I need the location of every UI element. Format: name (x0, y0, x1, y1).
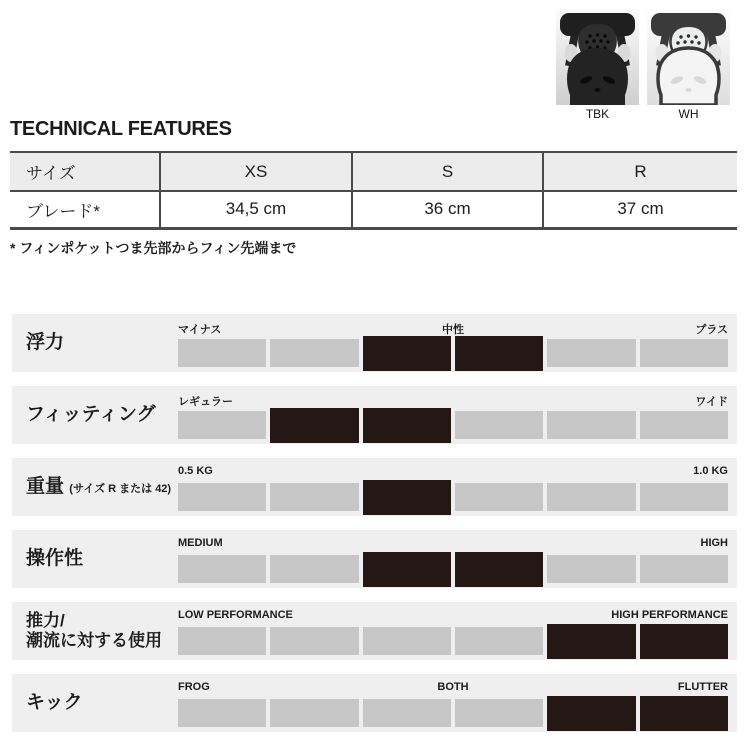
rating-segment-empty (455, 699, 543, 727)
rating-segment-empty (270, 483, 358, 511)
scale-label-left: 0.5 KG (178, 465, 213, 477)
rating-row-buoyancy (12, 314, 737, 372)
scale-label-right: HIGH (700, 537, 728, 549)
rating-label (12, 674, 178, 732)
fin-image-tbk (556, 8, 639, 105)
rating-segments (178, 551, 728, 587)
rating-label-text-line2: 潮流に対する使用 (26, 631, 162, 650)
rating-bar (178, 602, 737, 660)
rating-label (12, 530, 178, 588)
rating-segments (178, 407, 728, 443)
rating-segment-empty (640, 339, 728, 367)
scale-label-left: LOW PERFORMANCE (178, 609, 293, 621)
rating-segments (178, 623, 728, 659)
rating-label (12, 386, 178, 444)
rating-row-fitting (12, 386, 737, 444)
rating-bar (178, 674, 737, 732)
page-title: TECHNICAL FEATURES (10, 118, 232, 140)
blade-length-s: 36 cm (352, 191, 543, 228)
scale-label-right: 1.0 KG (693, 465, 728, 477)
rating-segment-empty (547, 411, 635, 439)
rating-segment-filled (363, 480, 451, 515)
blade-footnote: * フィンポケットつま先部からフィン先端まで (10, 240, 297, 256)
rating-segment-empty (178, 411, 266, 439)
color-code-wh: WH (678, 107, 699, 121)
scale-label-right: HIGH PERFORMANCE (611, 609, 728, 621)
rating-segment-filled (640, 696, 728, 731)
rating-label-text: フィッティング (26, 404, 156, 426)
size-table-header-s: S (352, 152, 543, 191)
rating-label-text: 推力/ (26, 611, 65, 631)
size-table-blade-row (10, 191, 737, 228)
rating-segment-empty (455, 627, 543, 655)
rating-segment-filled (363, 336, 451, 371)
rating-segments (178, 335, 728, 371)
rating-segment-empty (270, 555, 358, 583)
rating-segment-empty (178, 339, 266, 367)
rating-label (12, 602, 178, 660)
rating-label-suffix: (サイズ R または 42) (69, 483, 172, 496)
size-table-header-row (10, 152, 737, 191)
scale-label-left: MEDIUM (178, 537, 223, 549)
rating-segment-empty (640, 483, 728, 511)
rating-label (12, 458, 178, 516)
blade-length-r: 37 cm (543, 191, 737, 228)
rating-segment-empty (363, 699, 451, 727)
blade-row-label: ブレード* (10, 191, 160, 228)
fin-illustration-white (647, 8, 730, 105)
rating-segment-filled (455, 552, 543, 587)
size-table-header-r: R (543, 152, 737, 191)
rating-segment-empty (547, 555, 635, 583)
rating-segment-empty (640, 555, 728, 583)
rating-segment-empty (547, 483, 635, 511)
scale-label-center: BOTH (437, 681, 469, 693)
rating-segment-empty (547, 339, 635, 367)
rating-segment-empty (178, 483, 266, 511)
rating-label (12, 314, 178, 372)
scale-label-left: マイナス (178, 324, 222, 336)
fin-image-wh (647, 8, 730, 105)
product-swatches (556, 8, 730, 121)
rating-segment-empty (178, 627, 266, 655)
rating-label-text: 操作性 (26, 548, 84, 570)
ratings-section (12, 314, 737, 746)
rating-segment-filled (547, 696, 635, 731)
blade-length-xs: 34,5 cm (160, 191, 352, 228)
scale-label-left: FROG (178, 681, 210, 693)
scale-label-right: FLUTTER (677, 681, 728, 693)
rating-segments (178, 479, 728, 515)
rating-bar (178, 458, 737, 516)
rating-segment-empty (455, 483, 543, 511)
scale-label-center: 中性 (442, 324, 464, 336)
product-swatch-wh (647, 8, 730, 121)
product-swatch-tbk (556, 8, 639, 121)
rating-segments (178, 695, 728, 731)
rating-row-maneuverability (12, 530, 737, 588)
fin-illustration-black (556, 8, 639, 105)
rating-label-text: キック (26, 692, 83, 714)
scale-label-left: レギュラー (178, 396, 233, 408)
rating-segment-filled (363, 408, 451, 443)
rating-segment-empty (270, 627, 358, 655)
rating-segment-empty (178, 555, 266, 583)
rating-label-text: 重量 (26, 476, 65, 498)
scale-label-right: プラス (695, 324, 728, 336)
rating-label-text: 浮力 (26, 332, 65, 354)
rating-segment-empty (640, 411, 728, 439)
size-table-header-xs: XS (160, 152, 352, 191)
color-code-tbk: TBK (585, 107, 610, 121)
rating-segment-empty (363, 627, 451, 655)
rating-segment-empty (455, 411, 543, 439)
rating-row-weight (12, 458, 737, 516)
rating-segment-empty (270, 339, 358, 367)
rating-segment-empty (178, 699, 266, 727)
rating-segment-filled (270, 408, 358, 443)
scale-label-right: ワイド (695, 396, 728, 408)
rating-segment-filled (640, 624, 728, 659)
rating-row-kick (12, 674, 737, 732)
rating-row-thrust-current-use (12, 602, 737, 660)
rating-bar (178, 386, 737, 444)
rating-segment-filled (547, 624, 635, 659)
rating-segment-filled (455, 336, 543, 371)
rating-bar (178, 314, 737, 372)
rating-segment-empty (270, 699, 358, 727)
rating-bar (178, 530, 737, 588)
size-table (10, 151, 737, 230)
size-table-header-label: サイズ (10, 152, 160, 191)
rating-segment-filled (363, 552, 451, 587)
